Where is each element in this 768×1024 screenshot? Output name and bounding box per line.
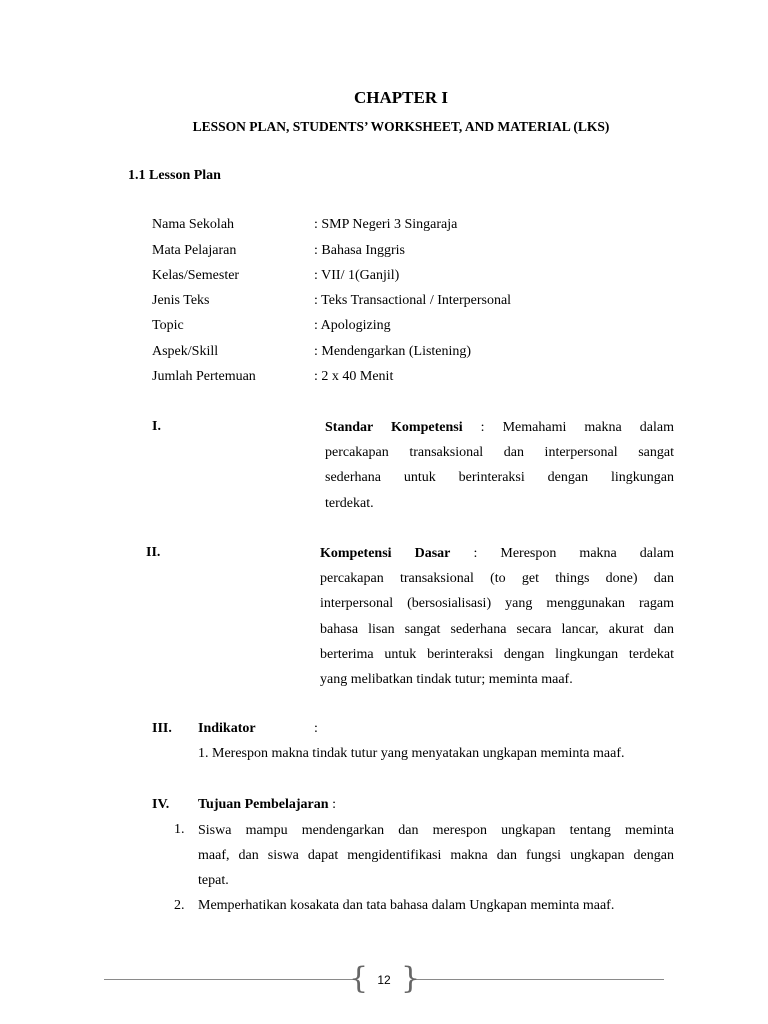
list-number: 2.: [174, 898, 185, 913]
paragraph-line: berterima untuk berinteraksi dengan lingkungan terdekat: [320, 646, 674, 662]
info-label: Mata Pelajaran: [152, 243, 237, 258]
section-heading: 1.1 Lesson Plan: [128, 168, 221, 183]
document-subtitle: LESSON PLAN, STUDENTS’ WORKSHEET, AND MATERIAL (LKS): [192, 119, 610, 134]
paragraph-line: Siswa mampu mendengarkan dan merespon ungkapan tentang meminta: [198, 823, 674, 838]
section-heading-line: [198, 797, 336, 813]
info-label: Topic: [152, 318, 184, 333]
paragraph-line: sederhana untuk berinteraksi dengan lingkungan: [325, 470, 674, 486]
info-label: Jumlah Pertemuan: [152, 369, 256, 384]
paragraph-line: interpersonal (bersosialisasi) yang menggunakan ragam: [320, 596, 674, 612]
footer-rule-right: [414, 979, 664, 980]
info-label: Aspek/Skill: [152, 344, 219, 359]
info-label: Jenis Teks: [152, 293, 210, 308]
objective-item: [198, 818, 674, 894]
section-numeral: III.: [152, 721, 172, 736]
kompetensi-dasar-paragraph: [320, 541, 674, 692]
info-value: : Teks Transactional / Interpersonal: [314, 293, 512, 308]
indicator-item: 1. Merespon makna tindak tutur yang menyatakan ungkapan meminta maaf.: [198, 746, 625, 761]
list-number: 1.: [174, 822, 185, 837]
paragraph-line: tepat.: [198, 873, 229, 889]
standar-kompetensi-paragraph: [325, 415, 674, 516]
section-numeral: I.: [152, 419, 161, 434]
paragraph-line: percakapan transaksional (to get things done) dan: [320, 571, 674, 587]
info-label: Kelas/Semester: [152, 268, 240, 283]
paragraph-line: bahasa lisan sangat sederhana secara lancar, akurat dan: [320, 621, 674, 637]
section-term: Standar Kompetensi: [325, 420, 463, 435]
info-value: : Apologizing: [314, 318, 391, 333]
left-brace-icon: {: [349, 961, 369, 996]
footer-rule-left: [104, 979, 354, 980]
right-brace-icon: }: [401, 961, 421, 996]
paragraph-line: terdekat.: [325, 495, 374, 511]
section-numeral: IV.: [152, 797, 170, 812]
info-value: : Mendengarkan (Listening): [314, 344, 472, 359]
info-value: : 2 x 40 Menit: [314, 369, 394, 384]
section-colon: :: [314, 721, 318, 736]
paragraph-line: maaf, dan siswa dapat mengidentifikasi makna dan fungsi ungkapan dengan: [198, 848, 674, 864]
objective-item: Memperhatikan kosakata dan tata bahasa dalam Ungkapan meminta maaf.: [198, 898, 615, 913]
paragraph-line: : Merespon makna dalam: [450, 546, 675, 561]
section-term: Tujuan Pembelajaran: [198, 797, 329, 812]
paragraph-line: yang melibatkan tindak tutur; meminta maaf.: [320, 671, 573, 687]
chapter-title: CHAPTER I: [354, 88, 448, 107]
paragraph-line: percakapan transaksional dan interpersonal sangat: [325, 445, 674, 461]
section-term: Kompetensi Dasar: [320, 546, 451, 561]
info-value: : VII/ 1(Ganjil): [314, 268, 400, 283]
info-value: : Bahasa Inggris: [314, 243, 405, 258]
section-colon: :: [328, 797, 336, 812]
info-value: : SMP Negeri 3 Singaraja: [314, 217, 458, 232]
page-number: 12: [377, 973, 391, 987]
section-numeral: II.: [146, 545, 161, 560]
info-label: Nama Sekolah: [152, 217, 235, 232]
section-term: Indikator: [198, 721, 256, 736]
paragraph-line: : Memahami makna dalam: [462, 420, 674, 435]
